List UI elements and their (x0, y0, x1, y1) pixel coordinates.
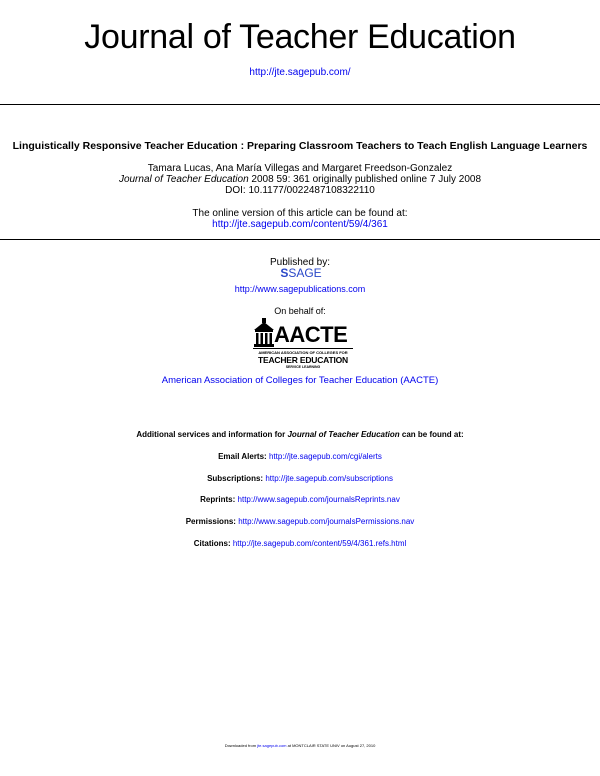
on-behalf-label: On behalf of: (274, 306, 326, 316)
online-version-note: The online version of this article can be found at: (192, 208, 408, 219)
reprints-link[interactable]: http://www.sagepub.com/journalsReprints.nav (237, 495, 400, 504)
footer-post: at MONTCLAIR STATE UNIV on August 27, 2010 (286, 743, 376, 748)
aacte-logo-rule (253, 348, 353, 349)
citations-label: Citations: (193, 539, 231, 548)
article-doi: DOI: 10.1177/0022487108322110 (225, 185, 375, 196)
citation-details: 2008 59: 361 originally published online 7 July 2008 (248, 174, 482, 185)
sage-logo-text: SAGE (288, 266, 322, 280)
journal-title: Journal of Teacher Education (84, 18, 516, 56)
journal-url-link[interactable]: http://jte.sagepub.com/ (249, 67, 351, 78)
aacte-logo (253, 318, 353, 370)
aacte-logo-subtitle-main: TEACHER EDUCATION (258, 355, 348, 365)
article-authors: Tamara Lucas, Ana María Villegas and Margaret Freedson-Gonzalez (147, 163, 453, 174)
schoolhouse-icon (253, 318, 275, 348)
citation-journal: Journal of Teacher Education (118, 174, 249, 185)
top-divider (0, 104, 600, 105)
citations-link[interactable]: http://jte.sagepub.com/content/59/4/361.refs.html (232, 539, 407, 548)
permissions-row (0, 517, 600, 526)
article-citation (0, 174, 600, 185)
footer-pre: Downloaded from (224, 743, 258, 748)
sage-url-link[interactable]: http://www.sagepublications.com (234, 284, 366, 294)
middle-divider (0, 239, 600, 240)
subscriptions-link[interactable]: http://jte.sagepub.com/subscriptions (265, 474, 393, 483)
download-footer (0, 743, 600, 748)
sage-logo-s: S (280, 266, 289, 280)
services-heading-post: can be found at: (399, 430, 464, 439)
aacte-name-link[interactable]: American Association of Colleges for Teacher Education (AACTE) (161, 375, 439, 386)
services-heading-pre: Additional services and information for (136, 430, 288, 439)
permissions-label: Permissions: (185, 517, 236, 526)
aacte-logo-word: AACTE (274, 322, 348, 347)
article-title: Linguistically Responsive Teacher Education : Preparing Classroom Teachers to Teach English Language Learners (12, 140, 588, 152)
aacte-logo-subtitle-top: AMERICAN ASSOCIATION OF COLLEGES FOR (258, 350, 348, 355)
footer-link[interactable]: jte.sagepub.com (257, 743, 287, 748)
email-alerts-link[interactable]: http://jte.sagepub.com/cgi/alerts (268, 452, 382, 461)
email-alerts-row (0, 452, 600, 461)
citations-row (0, 539, 600, 548)
aacte-logo-subtitle-bottom: SERVICE LEARNING (285, 365, 321, 369)
permissions-link[interactable]: http://www.sagepub.com/journalsPermissions.nav (238, 517, 415, 526)
online-version-link[interactable]: http://jte.sagepub.com/content/59/4/361 (212, 219, 388, 230)
sage-logo (276, 266, 326, 280)
services-heading (0, 430, 600, 439)
reprints-row (0, 495, 600, 504)
subscriptions-label: Subscriptions: (207, 474, 264, 483)
subscriptions-row (0, 474, 600, 483)
published-by-label: Published by: (269, 257, 331, 268)
services-heading-journal: Journal of Teacher Education (287, 430, 400, 439)
email-alerts-label: Email Alerts: (218, 452, 267, 461)
reprints-label: Reprints: (200, 495, 236, 504)
